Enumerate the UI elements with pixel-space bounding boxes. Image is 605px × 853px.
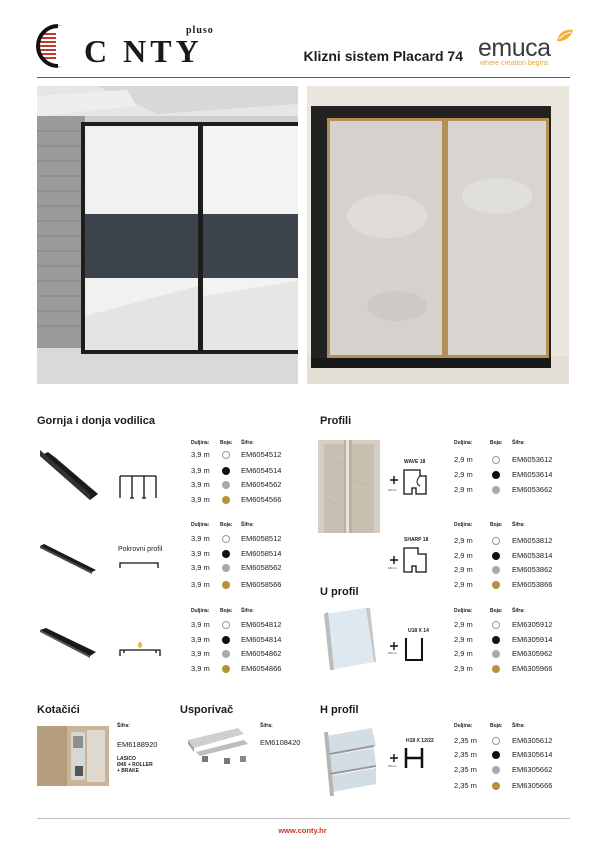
profiles-code: EM6053614 [512,470,553,479]
rails-code: EM6054866 [241,664,282,673]
h-len: 2,35 m [454,781,477,790]
u-code: EM6305966 [512,664,553,673]
h-len: 2,35 m [454,736,477,745]
header-divider [37,77,570,78]
rails-code: EM6054512 [241,450,282,459]
rails-code: EM6058512 [241,534,282,543]
u-code: EM6305914 [512,635,553,644]
profile-tag: 18mm [388,566,397,570]
damper-code: EM6108420 [260,738,301,747]
wheels-code: EM6188920 [117,740,158,749]
section-title-u-profile: U profil [320,586,359,598]
rails-len: 3,9 m [191,620,210,629]
rails-color-header-1: Boja: [220,440,233,446]
rails-code: EM6054814 [241,635,282,644]
rail-bottom-section-icon [118,640,162,658]
rails-code-header-2: Šifra: [241,522,254,528]
u-len: 2,9 m [454,664,473,673]
profiles-code: EM6053866 [512,580,553,589]
wardrobe-room-photo [37,86,298,384]
color-gold-swatch [492,782,500,790]
color-white-swatch [492,537,500,545]
h-length-header: Duljina: [454,723,473,729]
color-grey-swatch [492,486,500,494]
h-code: EM6305614 [512,750,553,759]
h-code-header: Šifra: [512,723,525,729]
rails-color-header-3: Boja: [220,608,233,614]
emuca-tagline: where creation begins [480,60,549,67]
color-white-swatch [492,456,500,464]
profiles-color-header-1: Boja: [490,440,503,446]
cover-profile-section-icon [118,560,160,570]
rails-length-header-1: Duljina: [191,440,210,446]
rails-code: EM6054862 [241,649,282,658]
damper-photo [184,722,256,772]
u-code-header: Šifra: [512,608,525,614]
profile-sharp-label: SHARP 18 [404,537,429,543]
profiles-code: EM6053814 [512,551,553,560]
conty-logo-icon [36,24,80,68]
profiles-length-header-1: Duljina: [454,440,473,446]
profiles-len: 2,9 m [454,455,473,464]
section-title-h-profile: H profil [320,704,359,716]
rails-code-header-3: Šifra: [241,608,254,614]
wheels-desc-1: LASICO [117,756,136,762]
u-code: EM6305962 [512,649,553,658]
rail-bottom-image [38,626,98,658]
color-gold-swatch [222,496,230,504]
h-len: 2,35 m [454,750,477,759]
cover-profile-image [38,540,98,576]
color-black-swatch [222,636,230,644]
u-color-header: Boja: [490,608,503,614]
color-white-swatch [492,621,500,629]
rails-len: 3,9 m [191,450,210,459]
rails-code: EM6058566 [241,580,282,589]
u-len: 2,9 m [454,635,473,644]
rails-code: EM6054812 [241,620,282,629]
color-black-swatch [222,550,230,558]
rails-len: 3,9 m [191,549,210,558]
h-code: EM6305612 [512,736,553,745]
h-len: 2,35 m [454,765,477,774]
rails-len: 3,9 m [191,635,210,644]
profiles-code-header-2: Šifra: [512,522,525,528]
profiles-len: 2,9 m [454,536,473,545]
color-black-swatch [222,467,230,475]
color-black-swatch [492,552,500,560]
u-len: 2,9 m [454,620,473,629]
rails-len: 3,9 m [191,466,210,475]
color-gold-swatch [222,581,230,589]
profiles-len: 2,9 m [454,551,473,560]
profiles-length-header-2: Duljina: [454,522,473,528]
page-title: Klizni sistem Placard 74 [303,48,463,64]
footer-website-link[interactable]: www.conty.hr [278,826,327,835]
profile-wave-label: WAVE 18 [404,459,426,465]
rails-len: 3,9 m [191,649,210,658]
color-black-swatch [492,636,500,644]
section-title-profiles: Profili [320,415,352,427]
color-black-swatch [492,471,500,479]
section-title-rails: Gornja i donja vodilica [37,415,155,427]
h-code: EM6305662 [512,765,553,774]
rails-len: 3,9 m [191,664,210,673]
rails-len: 3,9 m [191,580,210,589]
h-color-header: Boja: [490,723,503,729]
profile-u-label: U18 X 14 [408,628,429,634]
color-black-swatch [492,751,500,759]
profile-tag: 18mm [388,488,397,492]
rails-color-header-2: Boja: [220,522,233,528]
profiles-len: 2,9 m [454,485,473,494]
sharp-profile-icon [388,544,434,576]
color-gold-swatch [492,581,500,589]
rails-code: EM6054562 [241,480,282,489]
u-profile-icon [388,634,434,664]
footer-divider [37,818,570,819]
brand-plus: pluso [186,25,214,36]
damper-code-header: Šifra: [260,723,273,729]
h-code: EM6305666 [512,781,553,790]
profiles-code: EM6053812 [512,536,553,545]
wheels-desc-3: + BRAKE [117,768,140,774]
profiles-code-header-1: Šifra: [512,440,525,446]
profiles-color-header-2: Boja: [490,522,503,528]
profile-tag: 18mm [388,651,397,655]
rails-code: EM6058514 [241,549,282,558]
rail-top-image [38,450,100,502]
wheels-desc-2: Ø45 + ROLLER [117,762,153,768]
profiles-code: EM6053662 [512,485,553,494]
profile-tag: 18mm [388,764,397,768]
emuca-logo: emuca [478,34,551,62]
color-gold-swatch [492,665,500,673]
wave-profile-icon [388,466,434,498]
color-grey-swatch [492,566,500,574]
section-title-damper: Usporivač [180,704,234,716]
color-gold-swatch [222,665,230,673]
color-white-swatch [222,535,230,543]
rails-len: 3,9 m [191,563,210,572]
h-profile-photo [318,724,380,800]
color-white-swatch [222,451,230,459]
profiles-len: 2,9 m [454,470,473,479]
profile-wood-photo [318,440,380,533]
u-len: 2,9 m [454,649,473,658]
section-title-wheels: Kotačići [37,704,80,716]
profiles-code: EM6053612 [512,455,553,464]
color-grey-swatch [222,564,230,572]
cover-profile-label: Pokrovni profil [118,546,163,553]
wheels-photo [37,726,109,786]
color-white-swatch [222,621,230,629]
rails-code-header-1: Šifra: [241,440,254,446]
profiles-len: 2,9 m [454,580,473,589]
profiles-len: 2,9 m [454,565,473,574]
rails-length-header-2: Duljina: [191,522,210,528]
wheels-code-header: Šifra: [117,723,130,729]
rails-code: EM6058562 [241,563,282,572]
wardrobe-gold-photo [307,86,569,384]
rail-top-section-icon [118,474,158,500]
color-grey-swatch [222,481,230,489]
rails-len: 3,9 m [191,495,210,504]
profile-h-label: H18 X 12/22 [406,738,434,744]
u-length-header: Duljina: [454,608,473,614]
color-grey-swatch [492,766,500,774]
color-grey-swatch [492,650,500,658]
rails-len: 3,9 m [191,480,210,489]
u-code: EM6305912 [512,620,553,629]
rails-length-header-3: Duljina: [191,608,210,614]
profiles-code: EM6053862 [512,565,553,574]
u-profile-photo [318,604,380,676]
color-grey-swatch [222,650,230,658]
rails-code: EM6054566 [241,495,282,504]
emuca-leaf-icon [555,27,575,45]
rails-len: 3,9 m [191,534,210,543]
rails-code: EM6054514 [241,466,282,475]
brand-name: C NTY [84,33,203,69]
color-white-swatch [492,737,500,745]
